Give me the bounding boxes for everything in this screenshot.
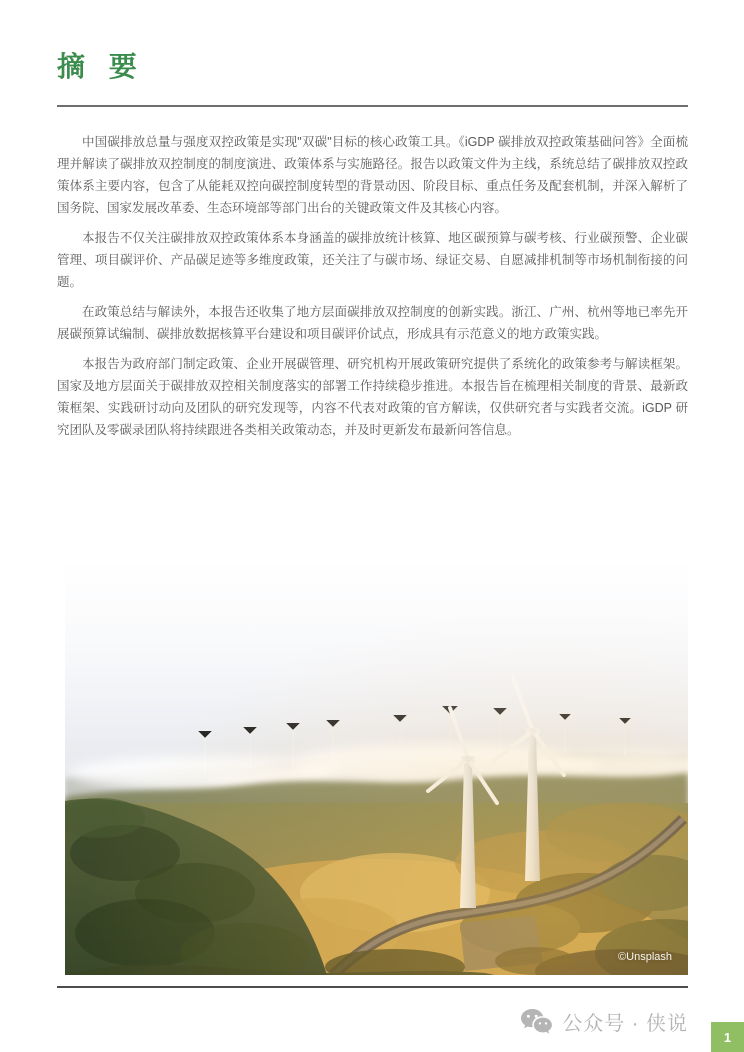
abstract-paragraph-3: 在政策总结与解读外，本报告还收集了地方层面碳排放双控制度的创新实践。浙江、广州、杭州等地已率先开展碳预算试编制、碳排放数据核算平台建设和项目碳评价试点，形成具有示范意义的地方政策实践。 <box>57 305 688 341</box>
abstract-paragraph-2: 本报告不仅关注碳排放双控政策体系本身涵盖的碳排放统计核算、地区碳预算与碳考核、行业碳预警、企业碳管理、项目碳评价、产品碳足迹等多维度政策，还关注了与碳市场、绿证交易、自愿减排机制等市场机制衔接的问题。 <box>57 231 688 289</box>
wechat-label: 公众号 · 侠说 <box>562 1013 688 1035</box>
footer-divider <box>57 986 688 988</box>
abstract-section <box>57 131 688 449</box>
page-number-badge: 1 <box>711 1022 744 1052</box>
abstract-paragraph-4: 本报告为政府部门制定政策、企业开展碳管理、研究机构开展政策研究提供了系统化的政策参考与解读框架。国家及地方层面关于碳排放双控相关制度落实的部署工作持续稳步推进。本报告旨在梳理相关制度的背景、最新政策框架、实践研讨动向及团队的研究发现等，内容不代表对政策的官方解读，仅供研究者与实践者交流。iGDP 研究团队及零碳录团队将持续跟进各类相关政策动态，并及时更新发布最新问答信息。 <box>57 357 688 437</box>
title-block <box>57 52 688 107</box>
page-title: 摘 要 <box>57 51 138 82</box>
title-divider <box>57 105 688 107</box>
wind-farm-illustration <box>65 563 688 975</box>
landscape-photo <box>65 563 688 975</box>
photo-credit: ©Unsplash <box>618 951 672 963</box>
abstract-paragraph-1: 中国碳排放总量与强度双控政策是实现"双碳"目标的核心政策工具。《iGDP 碳排放双控政策基础问答》全面梳理并解读了碳排放双控制度的制度演进、政策体系与实施路径。报告以政策文件为主线，系统总结了碳排放双控政策体系主要内容，包含了从能耗双控向碳控制度转型的背景动因、阶段目标、重点任务及配套机制，并深入解析了国务院、国家发展改革委、生态环境部等部门出台的关键政策文件及其核心内容。 <box>57 135 688 215</box>
haze-overlay <box>65 563 688 975</box>
footer <box>520 1007 688 1036</box>
wechat-icon <box>520 1008 554 1036</box>
